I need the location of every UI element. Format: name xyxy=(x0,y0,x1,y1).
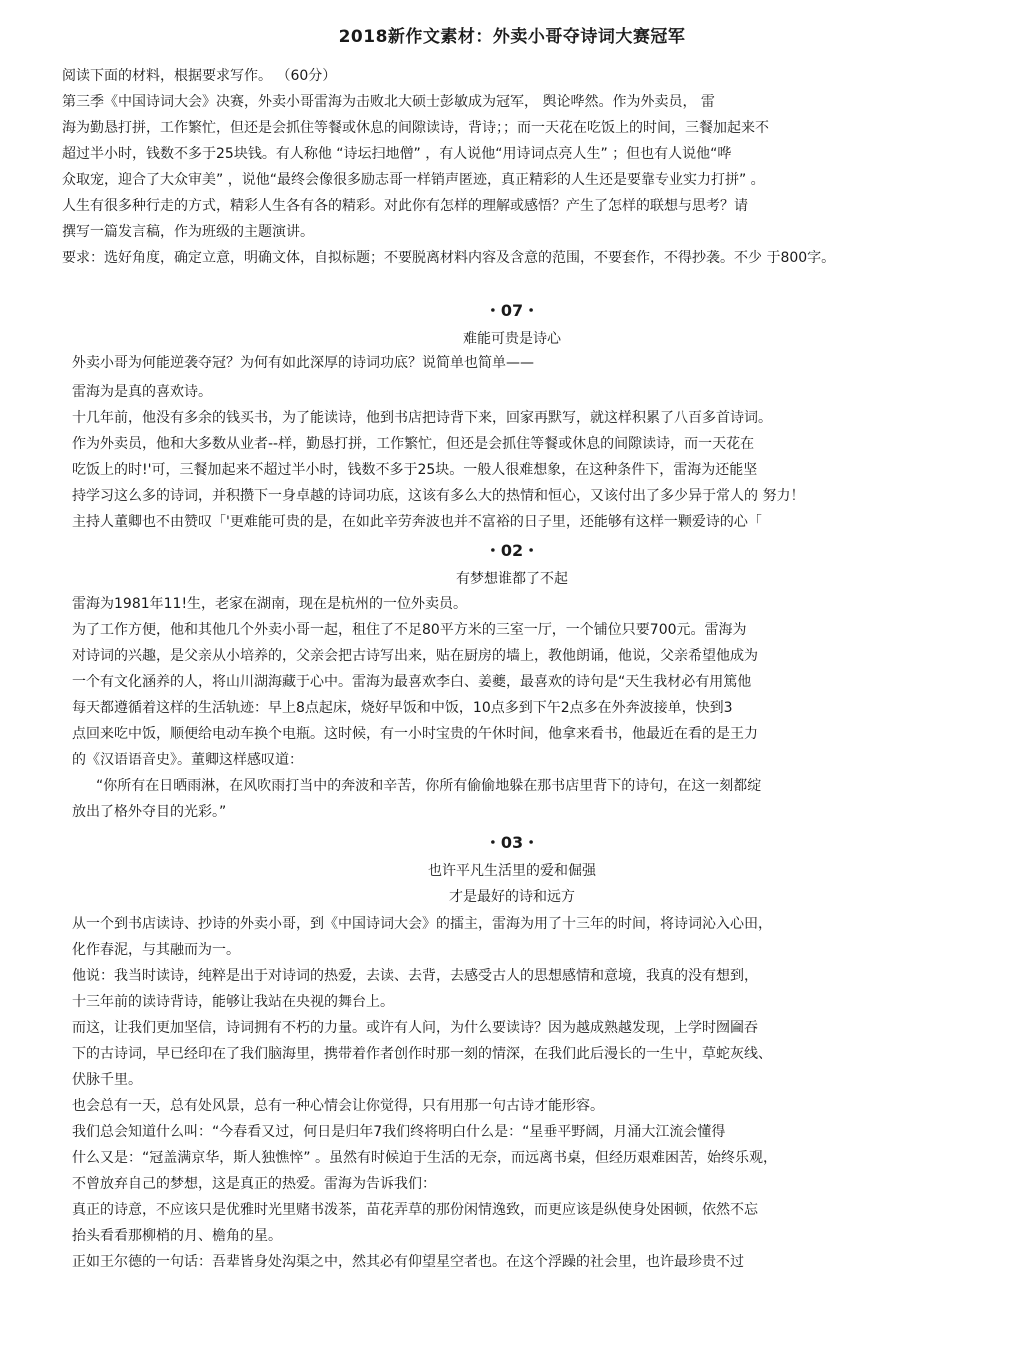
paragraph-line: 点回来吃中饭，顺便给电动车换个电瓶。这时候，有一小时宝贵的午休时间，他拿来看书，他最近在看的是王力 xyxy=(72,726,758,742)
paragraph-line: 下的古诗词，早已经印在了我们脑海里，携带着作者创作时那一刻的情深，在我们此后漫长的一生屮，草蛇灰线、 xyxy=(72,1046,772,1062)
section-marker: ・07・ xyxy=(484,301,540,320)
document-title: 2018新作文素材：外卖小哥夺诗词大赛冠军 xyxy=(338,27,686,47)
paragraph-line: 雷海为1981年11!生，老家在湖南，现在是杭州的一位外卖员。 xyxy=(72,596,468,612)
section-marker: ・02・ xyxy=(484,541,540,560)
paragraph-line: 一个有文化涵养的人，将山川湖海藏于心中。雷海为最喜欢李白、姜夔，最喜欢的诗句是“天生我材必有用篤他 xyxy=(72,674,752,690)
paragraph-line: 的《汉语语音史》。董卿这样感叹道： xyxy=(72,752,303,768)
paragraph-line: 什么又是：“冠盖满京华，斯人独憔悴” 。虽然有时候迫于生活的无奈，而远离书桌，但经历艰难困苦，始终乐观， xyxy=(72,1150,777,1166)
paragraph-line: 真正的诗意，不应该只是优雅时光里赌书泼茶，苗花弄草的那份闲情逸致，而更应该是纵使身处困顿，依然不忘 xyxy=(72,1202,758,1218)
paragraph-line: 而这，让我们更加坚信，诗词拥有不朽的力量。或许有人问，为什么要读诗？因为越成熟越发现，上学时囫圇吞 xyxy=(72,1020,758,1036)
paragraph-line: 雷海为是真的喜欢诗。 xyxy=(72,384,212,400)
prompt-line: 阅读下面的材料，根据要求写作。 （60分） xyxy=(62,68,337,84)
paragraph-line: 化作春泥，与其融而为一。 xyxy=(72,942,240,958)
paragraph-line: 我们总会知道什么叫：“今春看又过，何日是归年7我们终将明白什么是：“星垂平野阔，月涌大江流会懂得 xyxy=(72,1124,726,1140)
paragraph-line: 抬头看看那柳梢的月、檐角的星。 xyxy=(72,1228,282,1244)
paragraph-line: 他说：我当时读诗，纯粹是出于对诗词的热爱，去读、去背，去感受古人的思想感情和意境，我真的没有想到， xyxy=(72,968,758,984)
section-subtitle: 才是最好的诗和远方 xyxy=(449,889,575,905)
paragraph-line: 为了工作方便，他和其他几个外卖小哥一起，租住了不足80平方米的三室一厅，一个铺位只要700元。雷海为 xyxy=(72,622,747,638)
paragraph-line: 从一个到书店读诗、抄诗的外卖小哥，到《中国诗词大会》的擂主，雷海为用了十三年的时间，将诗词沁入心田， xyxy=(72,916,772,932)
paragraph-line: 主持人董卿也不由赞叹「'更难能可贵的是，在如此辛劳奔波也并不富裕的日子里，还能够有这样一颗爱诗的心「 xyxy=(72,514,762,530)
quote-line: 放出了格外夺目的光彩。” xyxy=(72,804,227,820)
prompt-line: 撰写一篇发言稿，作为班级的主题演讲。 xyxy=(62,224,314,240)
prompt-line: 人生有很多种行走的方式，精彩人生各有各的精彩。对此你有怎样的理解或感悟？产生了怎样的联想与思考？请 xyxy=(62,198,748,214)
section-subtitle: 难能可贵是诗心 xyxy=(463,331,561,347)
paragraph-line: 十几年前，他没有多余的钱买书，为了能读诗，他到书店把诗背下来，回家再默写，就这样积累了八百多首诗词。 xyxy=(72,410,772,426)
quote-line: “你所有在日晒雨淋，在风吹雨打当中的奔波和辛苦，你所有偷偷地躲在那书店里背下的诗句，在这一刻都绽 xyxy=(96,778,762,794)
section-marker: ・03・ xyxy=(484,833,540,852)
paragraph-line: 对诗词的兴趣，是父亲从小培养的，父亲会把古诗写出来，贴在厨房的墙上，教他朗诵，他说，父亲希望他成为 xyxy=(72,648,758,664)
prompt-line: 第三季《中国诗词大会》决赛，外卖小哥雷海为击败北大硕士彭敏成为冠军， 舆论哗然。作为外卖员， 雷 xyxy=(62,94,715,110)
paragraph-line: 也会总有一天，总有处风景，总有一种心情会让你觉得，只有用那一句古诗才能形容。 xyxy=(72,1098,604,1114)
paragraph-line: 伏脉千里。 xyxy=(72,1072,142,1088)
prompt-line: 超过半小时，钱数不多于25块钱。有人称他 “诗坛扫地僧” ，有人说他“用诗词点亮人生” ；但也有人说他“哗 xyxy=(62,146,732,162)
prompt-line: 海为勤恳打拼，工作繁忙，但还是会抓住等餐或休息的间隙读诗，背诗；；而一天花在吃饭上的时间，三餐加起来不 xyxy=(62,120,769,136)
section-subtitle: 也许平凡生活里的爱和倔强 xyxy=(428,863,596,879)
paragraph-line: 持学习这么多的诗词，并积攒下一身卓越的诗词功底，这该有多么大的热情和恒心，又该付出了多少异于常人的 努力！ xyxy=(72,488,805,504)
paragraph-line: 吃饭上的时!'可，三餐加起来不超过半小时，钱数不多于25块。一般人很难想象，在这种条件下，雷海为还能坚 xyxy=(72,462,758,478)
paragraph-line: 正如王尔德的一句话：吾辈皆身处沟渠之中，然其必有仰望星空者也。在这个浮躁的社会里，也许最珍贵不过 xyxy=(72,1254,744,1270)
paragraph-line: 不曾放弃自己的梦想，这是真正的热爱。雷海为告诉我们： xyxy=(72,1176,436,1192)
prompt-requirement: 要求：选好角度，确定立意，明确文体，自拟标题；不要脱离材料内容及含意的范围，不要套作，不得抄袭。不少 于800字。 xyxy=(62,250,836,266)
paragraph-line: 每天都遵循着这样的生活轨迹：早上8点起床，烧好早饭和中饭，10点多到下午2点多在外奔波接单，快到3 xyxy=(72,700,733,716)
section-subtitle: 有梦想谁都了不起 xyxy=(456,571,568,587)
paragraph-line: 作为外卖员，他和大多数从业者--样，勤恳打拼，工作繁忙，但还是会抓住等餐或休息的间隙读诗，而一天花在 xyxy=(72,436,755,452)
paragraph-line: 外卖小哥为何能逆袭夺冠？为何有如此深厚的诗词功底？说简单也简单—— xyxy=(72,355,534,371)
prompt-line: 众取宠，迎合了大众审美” ，说他“最终会像很多励志哥一样销声匿迹，真正精彩的人生还是要靠专业实力打拼” 。 xyxy=(62,172,765,188)
paragraph-line: 十三年前的读诗背诗，能够让我站在央视的舞台上。 xyxy=(72,994,394,1010)
